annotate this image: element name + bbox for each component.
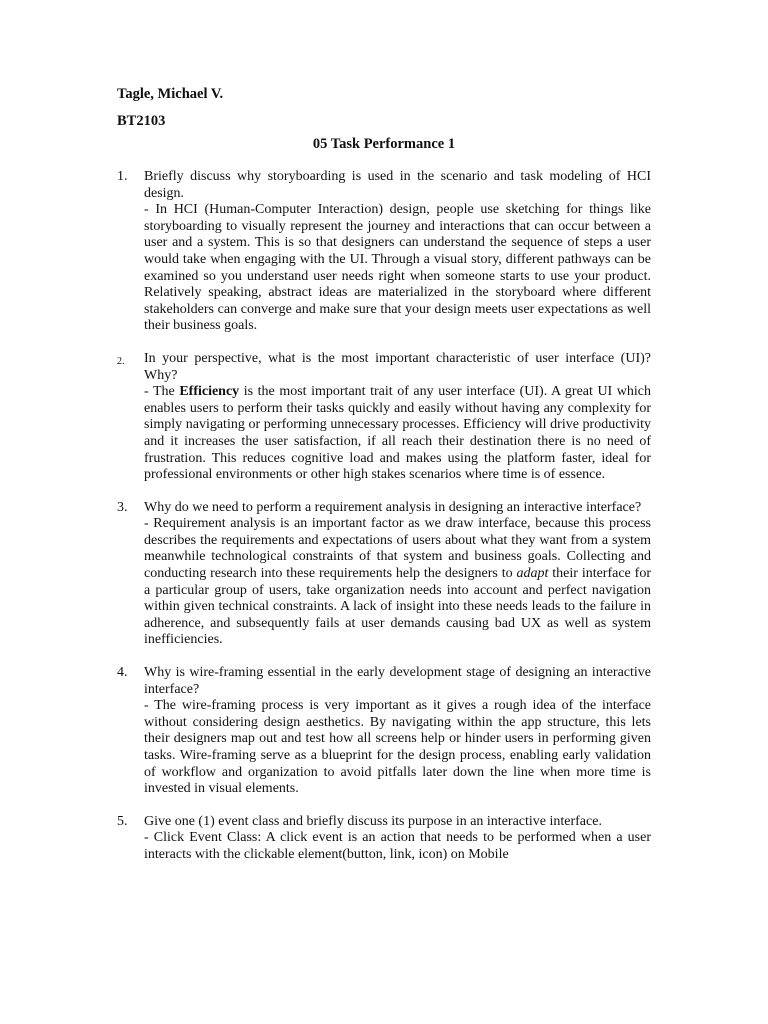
question-text-2: In your perspective, what is the most important characteristic of user interface (UI)? Why? xyxy=(144,350,651,383)
question-number-3: 3. xyxy=(117,499,128,515)
document-title xyxy=(117,136,651,153)
question-text-1: Briefly discuss why storyboarding is used in the scenario and task modeling of HCI design. xyxy=(144,169,651,201)
document-page xyxy=(117,86,651,880)
question-number-4: 4. xyxy=(117,665,128,681)
answer-3-italic: adapt xyxy=(516,566,549,582)
answer-text-5: - Click Event Class: A click event is an action that needs to be performed when a user interacts with the clickable element(button, link, icon) on Mobile xyxy=(144,830,651,862)
question-number-5: 5. xyxy=(117,813,128,829)
document-title-text: 05 Task Performance 1 xyxy=(312,136,456,152)
question-text-3: Why do we need to perform a requirement analysis in designing an interactive interface? xyxy=(144,499,642,515)
question-item-5 xyxy=(117,814,651,864)
answer-text-1: - In HCI (Human-Computer Interaction) design, people use sketching for things like storyboarding to visually represent the journey and interactions that can occur between a user and a system. This is so that designers can understand the sequence of steps a user would take when engaging with the UI. Through a visual story, different pathways can be examined so you understand user needs right when someone starts to use your product. Relatively speaking, abstract ideas are materialized in the storyboard where different stakeholders can converge and make sure that your design meets user expectations as well their business goals. xyxy=(144,202,651,334)
question-item-1 xyxy=(117,169,651,335)
answer-3-rest: their interface for a particular group of users, take organization needs into account and perfect navigation within given technical constraints. A lack of insight into these needs leads to the failure in adherence, and subsequently fails at user demands causing bad UX as well as system inefficiencies. xyxy=(144,566,651,648)
question-number-1: 1. xyxy=(117,169,128,184)
answer-text-3 xyxy=(144,516,651,649)
answer-2-rest: is the most important trait of any user interface (UI). A great UI which enables users to perform their tasks quickly and easily without having any complexity for simply navigating or performing unnecessary processes. Efficiency will drive productivity and it increases the user satisfaction, if all reach their destination there is no need of frustration. This reduces cognitive load and makes using the platform faster, ideal for professional environments or other high stakes scenarios where time is of essence. xyxy=(144,384,651,483)
author-name: Tagle, Michael V. xyxy=(117,86,224,102)
answer-text-4: - The wire-framing process is very important as it gives a rough idea of the interface without considering design aesthetics. By navigating within the app structure, this lets their designers map out and test how all screens help or hinder users in performing given tasks. Wire-framing serve as a blueprint for the design process, enabling early validation of workflow and organization to avoid pitfalls later down the line when more time is invested in visual elements. xyxy=(144,698,651,797)
question-item-2 xyxy=(117,351,651,484)
answer-3-prefix: - Requirement analysis is an important factor as we draw interface, because this process describes the requirements and expectations of users about what they want from a system meanwhile technological constraints of that system and business goals. Collecting and conducting research into these requirements help the designers to xyxy=(144,516,651,582)
answer-text-2 xyxy=(144,384,651,484)
question-number-2: 2. xyxy=(117,355,125,367)
answer-2-bold: Efficiency xyxy=(179,384,240,400)
question-item-3 xyxy=(117,500,651,649)
course-code: BT2103 xyxy=(117,113,166,129)
question-text-4: Why is wire-framing essential in the early development stage of designing an interactive interface? xyxy=(144,665,651,697)
answer-2-prefix: - The xyxy=(144,384,180,400)
question-item-4 xyxy=(117,665,651,798)
question-text-5: Give one (1) event class and briefly discuss its purpose in an interactive interface. xyxy=(144,813,602,829)
